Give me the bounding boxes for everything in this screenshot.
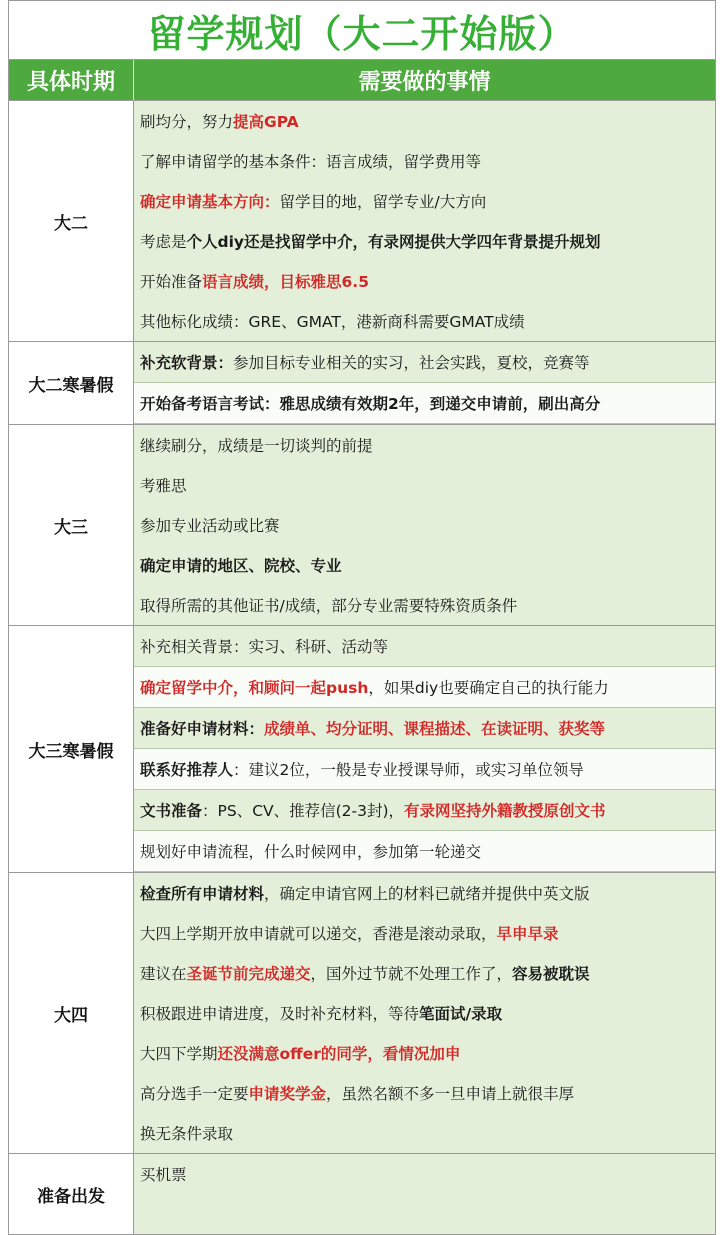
bold-text: 检查所有申请材料 — [140, 885, 265, 903]
table-row — [8, 425, 716, 626]
highlight-text: 语言成绩，目标雅思6.5 — [202, 273, 369, 291]
task-text: 补充相关背景：实习、科研、活动等 — [140, 638, 389, 656]
highlight-text: 确定留学中介，和顾问一起push — [140, 679, 369, 697]
task-text: 考雅思 — [140, 477, 187, 495]
task-line — [134, 1113, 715, 1153]
highlight-text: 申请奖学金 — [248, 1085, 327, 1103]
task-text: 换无条件录取 — [140, 1125, 234, 1143]
bold-text: 补充软背景： — [140, 354, 234, 372]
task-line — [134, 1154, 715, 1194]
bold-text: 联系好推荐人 — [140, 761, 234, 779]
period-cell: 大二寒暑假 — [9, 342, 134, 424]
bold-text: 开始备考语言考试：雅思成绩有效期2年，到递交申请前，刷出高分 — [140, 395, 601, 413]
tasks-cell — [134, 342, 715, 424]
task-line — [134, 790, 715, 831]
task-line — [134, 425, 715, 465]
period-cell: 大三寒暑假 — [9, 626, 134, 872]
task-text: 买机票 — [140, 1166, 187, 1184]
table-row — [8, 1154, 716, 1235]
tasks-cell — [134, 626, 715, 872]
page-title: 留学规划（大二开始版） — [8, 0, 716, 59]
task-line — [134, 1073, 715, 1113]
task-line — [134, 749, 715, 790]
period-cell: 准备出发 — [9, 1154, 134, 1234]
task-text: ，如果diy也要确定自己的执行能力 — [368, 679, 609, 697]
task-text: 参加专业活动或比赛 — [140, 517, 280, 535]
highlight-text: 提高GPA — [233, 113, 299, 131]
bold-text: 笔面试/录取 — [419, 1005, 503, 1023]
header-tasks: 需要做的事情 — [358, 69, 491, 95]
highlight-text: 成绩单、均分证明、课程描述、在读证明、获奖等 — [264, 720, 606, 738]
table-body — [8, 101, 716, 1235]
task-text: 大四上学期开放申请就可以递交，香港是滚动录取， — [140, 925, 497, 943]
task-line — [134, 1033, 715, 1073]
task-text: 留学目的地，留学专业/大方向 — [279, 193, 487, 211]
task-line — [134, 953, 715, 993]
table-row — [8, 342, 716, 425]
tasks-cell — [134, 425, 715, 625]
task-text: 其他标化成绩：GRE、GMAT，港新商科需要GMAT成绩 — [140, 313, 525, 331]
task-line — [134, 545, 715, 585]
task-line — [134, 383, 715, 424]
highlight-text: 早申早录 — [496, 925, 559, 943]
highlight-text: 有录网坚持外籍教授原创文书 — [404, 802, 606, 820]
bold-text: 个人diy还是找留学中介，有录网提供大学四年背景提升规划 — [186, 233, 601, 251]
task-text: ，国外过节就不处理工作了， — [310, 965, 513, 983]
task-text: 考虑是 — [140, 233, 187, 251]
task-line — [134, 708, 715, 749]
task-text: 参加目标专业相关的实习，社会实践，夏校，竞赛等 — [233, 354, 590, 372]
task-text: 积极跟进申请进度，及时补充材料，等待 — [140, 1005, 420, 1023]
task-line — [134, 913, 715, 953]
planning-table — [8, 0, 716, 1235]
highlight-text: 圣诞节前完成递交 — [186, 965, 311, 983]
period-cell: 大三 — [9, 425, 134, 625]
tasks-cell — [134, 1154, 715, 1234]
task-line — [134, 993, 715, 1033]
header-period: 具体时期 — [9, 60, 134, 100]
task-line — [134, 465, 715, 505]
task-text: 取得所需的其他证书/成绩，部分专业需要特殊资质条件 — [140, 597, 518, 615]
task-text: 开始准备 — [140, 273, 203, 291]
bold-text: 文书准备 — [140, 802, 203, 820]
task-text: 规划好申请流程，什么时候网申，参加第一轮递交 — [140, 843, 482, 861]
table-row — [8, 101, 716, 342]
task-line — [134, 221, 715, 261]
task-text: 刷均分，努力 — [140, 113, 234, 131]
task-text: ：PS、CV、推荐信(2-3封)， — [202, 802, 405, 820]
period-cell: 大二 — [9, 101, 134, 341]
task-line — [134, 101, 715, 141]
task-line — [134, 831, 715, 872]
task-text: 了解申请留学的基本条件：语言成绩，留学费用等 — [140, 153, 482, 171]
highlight-text: 确定申请基本方向： — [140, 193, 280, 211]
bold-text: 确定申请的地区、院校、专业 — [140, 557, 342, 575]
task-line — [134, 261, 715, 301]
task-line — [134, 873, 715, 913]
task-line — [134, 1194, 715, 1234]
table-row — [8, 626, 716, 873]
task-line — [134, 181, 715, 221]
bold-text: 容易被耽误 — [512, 965, 590, 983]
highlight-text: 还没满意offer的同学，看情况加申 — [217, 1045, 461, 1063]
task-line — [134, 585, 715, 625]
period-cell: 大四 — [9, 873, 134, 1153]
tasks-cell — [134, 101, 715, 341]
task-text: 大四下学期 — [140, 1045, 218, 1063]
tasks-cell — [134, 873, 715, 1153]
table-header — [8, 59, 716, 101]
task-text: 高分选手一定要 — [140, 1085, 249, 1103]
task-line — [134, 301, 715, 341]
bold-text: 准备好申请材料： — [140, 720, 265, 738]
task-text: ，确定申请官网上的材料已就绪并提供中英文版 — [264, 885, 590, 903]
task-line — [134, 626, 715, 667]
task-line — [134, 667, 715, 708]
task-text: ，虽然名额不多一旦申请上就很丰厚 — [326, 1085, 575, 1103]
task-text: ：建议2位，一般是专业授课导师，或实习单位领导 — [233, 761, 584, 779]
task-text: 建议在 — [140, 965, 187, 983]
task-line — [134, 342, 715, 383]
task-text: 继续刷分，成绩是一切谈判的前提 — [140, 437, 373, 455]
task-line — [134, 141, 715, 181]
task-line — [134, 505, 715, 545]
table-row — [8, 873, 716, 1154]
